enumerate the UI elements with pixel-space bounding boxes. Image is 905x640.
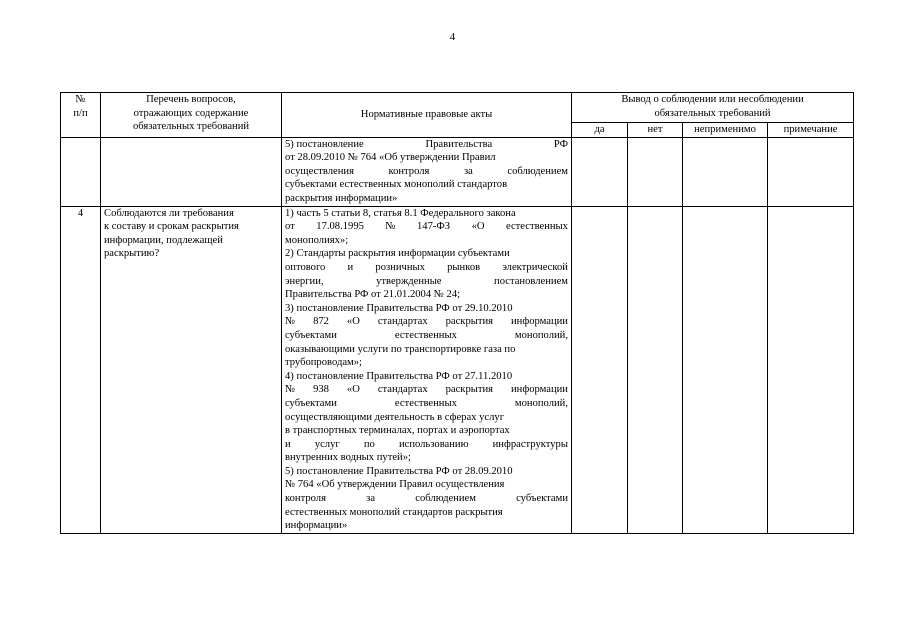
cell-not-applicable [683,137,768,206]
text-line: Соблюдаются ли требования [104,207,234,219]
text-line: 5) постановление Правительства РФ [285,138,568,150]
cell-yes [572,137,628,206]
text-line: 1) часть 5 статьи 8, статья 8.1 Федерального закона [285,207,516,219]
text-line: Правительства РФ от 21.01.2004 № 24; [285,289,461,301]
text-line: осуществляющими деятельность в сферах услуг [285,411,505,423]
text-line: № 764 «Об утверждении Правил осуществления [285,479,505,491]
table-header-row [61,93,854,123]
text-line: № 938 «О стандартах раскрытия информации [285,384,568,396]
text-line: естественных монополий стандартов раскрытия [285,506,503,518]
text-line: оптового и розничных рынков электрической [285,261,568,273]
text-line: и услуг по использованию инфраструктуры [285,438,568,450]
cell-note [768,137,854,206]
text-line: к составу и срокам раскрытия [104,221,239,233]
row-question [101,206,282,533]
text-line: от 28.09.2010 № 764 «Об утверждении Правил [285,152,496,164]
text-line: монополиях»; [285,234,349,246]
text-line: 5) постановление Правительства РФ от 28.09.2010 [285,465,513,477]
row-number: 4 [61,206,101,533]
text-line: № 872 «О стандартах раскрытия информации [285,316,568,328]
text-line: субъектами естественных монополий стандартов [285,179,508,191]
text-line: 3) постановление Правительства РФ от 29.10.2010 [285,302,513,314]
cell-no [628,206,683,533]
text-line: 4) постановление Правительства РФ от 27.11.2010 [285,370,513,382]
header-yes: да [572,123,628,138]
compliance-checklist-table [60,92,854,534]
header-not-applicable: неприменимо [683,123,768,138]
text-line: субъектами естественных монополий, [285,397,568,409]
table-row [61,206,854,533]
cell-note [768,206,854,533]
text-line: раскрытию? [104,248,160,260]
text-line: субъектами естественных монополий, [285,329,568,341]
text-line: 2) Стандарты раскрытия информации субъектами [285,248,510,260]
cell-not-applicable [683,206,768,533]
text-line: оказывающими услуги по транспортировке газа по [285,343,516,355]
header-number: № п/п [61,93,101,138]
cell-yes [572,206,628,533]
text-line: энергии, утвержденные постановлением [285,275,568,287]
header-acts: Нормативные правовые акты [282,93,572,138]
header-no: нет [628,123,683,138]
row-number [61,137,101,206]
row-acts [282,206,572,533]
row-question [101,137,282,206]
header-questions: Перечень вопросов, отражающих содержание обязательных требований [101,93,282,138]
text-line: осуществления контроля за соблюдением [285,165,568,177]
row-acts [282,137,572,206]
header-conclusion: Вывод о соблюдении или несоблюдении обязательных требований [572,93,854,123]
text-line: раскрытия информации» [285,192,398,204]
text-line: внутренних водных путей»; [285,452,411,464]
text-line: от 17.08.1995 № 147-ФЗ «О естественных [285,221,568,233]
header-note: примечание [768,123,854,138]
text-line: контроля за соблюдением субъектами [285,493,568,505]
text-line: трубопроводам»; [285,357,362,369]
cell-no [628,137,683,206]
text-line: информации» [285,520,348,532]
page-number: 4 [449,31,456,43]
text-line: информации, подлежащей [104,234,223,246]
table-row [61,137,854,206]
text-line: в транспортных терминалах, портах и аэропортах [285,425,510,437]
